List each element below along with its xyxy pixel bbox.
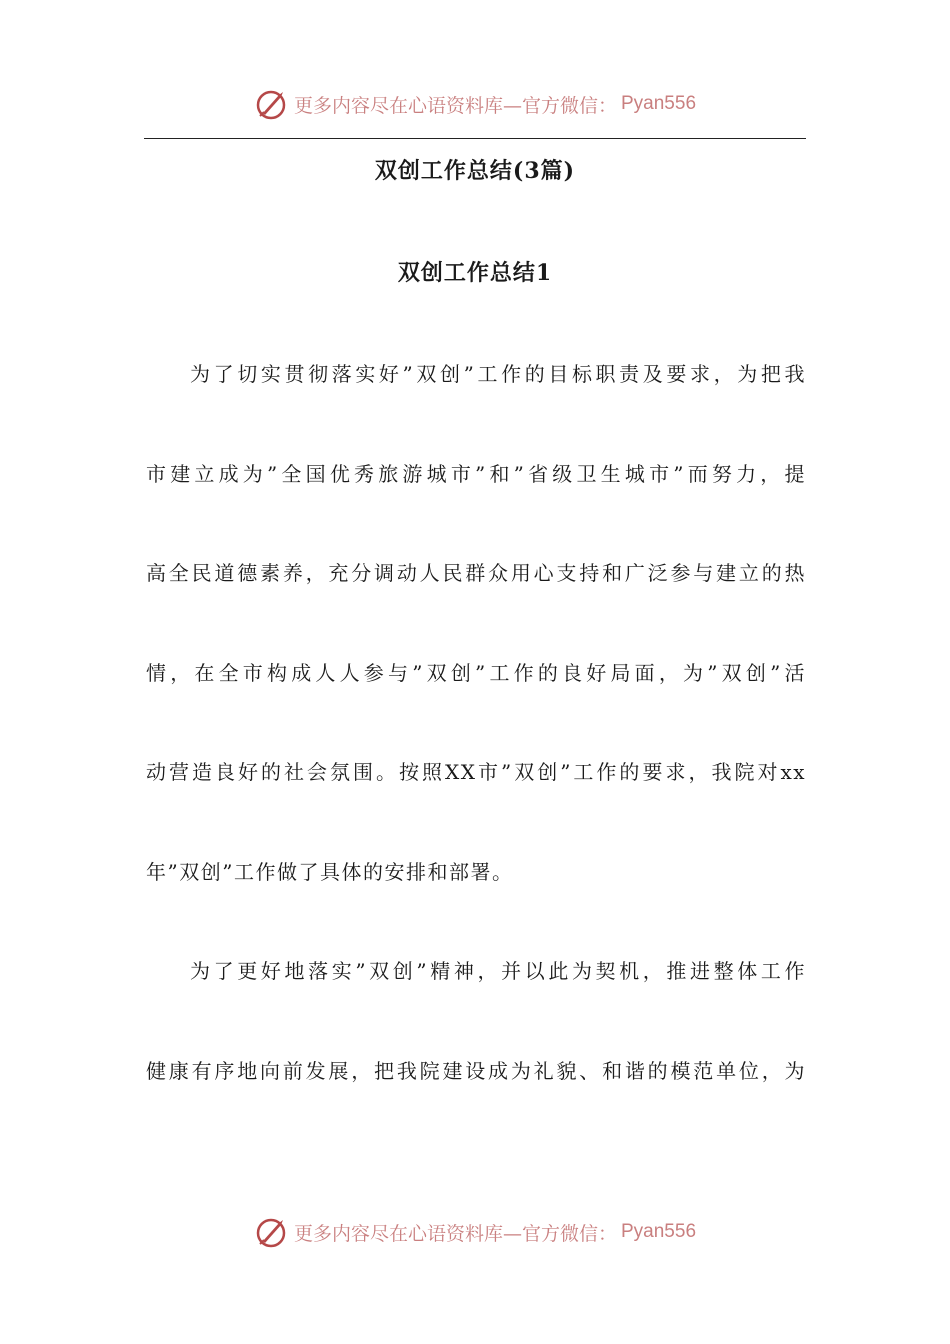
- paragraph-line: 高全民道德素养，充分调动人民群众用心支持和广泛参与建立的热: [146, 561, 806, 585]
- header-brand-id: Pyan556: [621, 93, 697, 114]
- section-title: 双创工作总结1: [397, 260, 553, 286]
- paragraph-line: 为了切实贯彻落实好”双创”工作的目标职责及要求，为把我: [190, 362, 806, 386]
- footer-brand-id: Pyan556: [621, 1221, 697, 1242]
- paragraph-line: 市建立成为”全国优秀旅游城市”和”省级卫生城市”而努力，提: [146, 461, 806, 486]
- paragraph-line: 健康有序地向前发展，把我院建设成为礼貌、和谐的模范单位，为: [146, 1058, 806, 1083]
- document-body: [146, 354, 806, 1150]
- header-watermark: [0, 84, 950, 124]
- document-title: 双创工作总结(3篇): [374, 158, 576, 184]
- paragraph-line: 为了更好地落实”双创”精神，并以此为契机，推进整体工作: [190, 959, 806, 983]
- paragraph-line: 年”双创”工作做了具体的安排和部署。: [146, 859, 514, 884]
- header-brand-text: 更多内容尽在心语资料库—官方微信：: [293, 94, 617, 117]
- paragraph-line: 情，在全市构成人人参与”双创”工作的良好局面，为”双创”活: [146, 660, 806, 685]
- pen-logo-icon: [254, 86, 290, 122]
- paragraph-line: 动营造良好的社会氛围。按照XX市”双创”工作的要求，我院对xx: [146, 760, 806, 784]
- footer-brand-text: 更多内容尽在心语资料库—官方微信：: [293, 1222, 617, 1245]
- header-divider: [144, 138, 806, 139]
- footer-watermark: [0, 1212, 950, 1252]
- pen-logo-icon: [254, 1214, 290, 1250]
